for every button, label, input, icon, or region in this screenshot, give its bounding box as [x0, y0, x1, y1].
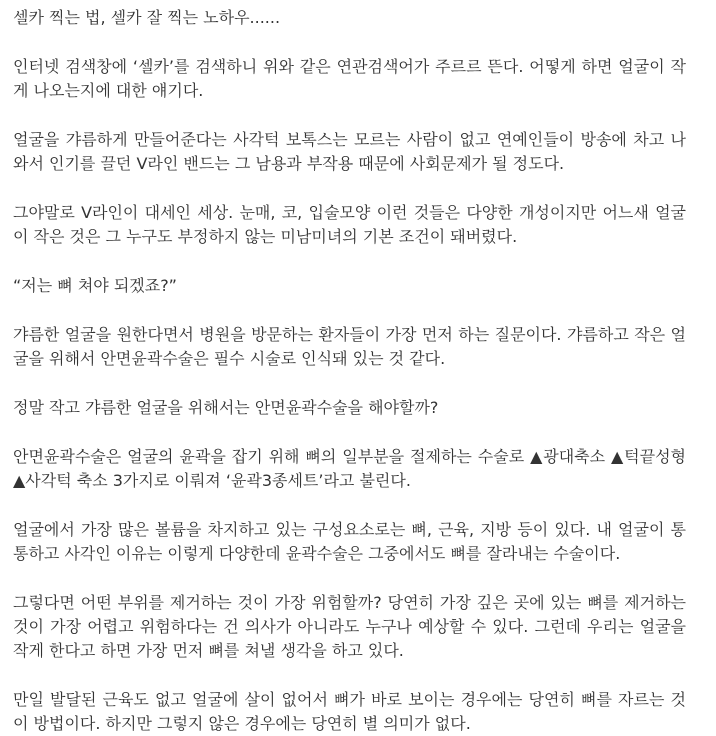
paragraph: 갸름한 얼굴을 원한다면서 병원을 방문하는 환자들이 가장 먼저 하는 질문이다. 갸름하고 작은 얼굴을 위해서 안면윤곽수술은 필수 시술로 인식돼 있는 것 같다. [13, 325, 686, 368]
paragraph: 얼굴에서 가장 많은 볼륨을 차지하고 있는 구성요소로는 뼈, 근육, 지방 등이 있다. 내 얼굴이 통통하고 사각인 이유는 이렇게 다양한데 윤곽수술은 그중에서도 뼈를 잘라내는 수술이다. [13, 520, 686, 563]
paragraph: 그야말로 V라인이 대세인 세상. 눈매, 코, 입술모양 이런 것들은 다양한 개성이지만 어느새 얼굴이 작은 것은 그 누구도 부정하지 않는 미남미녀의 기본 조건이 돼버렸다. [13, 203, 686, 246]
paragraph: 만일 발달된 근육도 없고 얼굴에 살이 없어서 뼈가 바로 보이는 경우에는 당연히 뼈를 자르는 것이 방법이다. 하지만 그렇지 않은 경우에는 당연히 별 의미가 없다. [13, 690, 686, 733]
paragraph: 얼굴을 갸름하게 만들어준다는 사각턱 보톡스는 모르는 사람이 없고 연예인들이 방송에 차고 나와서 인기를 끌던 V라인 밴드는 그 남용과 부작용 때문에 사회문제가 될 정도다. [13, 130, 686, 173]
paragraph: 인터넷 검색창에 ‘셀카’를 검색하니 위와 같은 연관검색어가 주르르 뜬다. 어떻게 하면 얼굴이 작게 나오는지에 대한 얘기다. [13, 57, 686, 100]
paragraph-quote: “저는 뼈 쳐야 되겠죠?” [13, 276, 177, 295]
paragraph: 안면윤곽수술은 얼굴의 윤곽을 잡기 위해 뼈의 일부분을 절제하는 수술로 ▲광대축소 ▲턱끝성형 ▲사각턱 축소 3가지로 이뤄져 ‘윤곽3종세트’라고 불린다. [13, 447, 686, 490]
paragraph: 그렇다면 어떤 부위를 제거하는 것이 가장 위험할까? 당연히 가장 깊은 곳에 있는 뼈를 제거하는 것이 가장 어렵고 위험하다는 건 의사가 아니라도 누구나 예상할 수 있다. 그런데 우리는 얼굴을 작게 한다고 하면 가장 먼저 뼈를 쳐낼 생각을 하고 있다. [13, 593, 686, 660]
paragraph-question: 정말 작고 갸름한 얼굴을 위해서는 안면윤곽수술을 해야할까? [13, 398, 439, 417]
paragraph-intro: 셀카 찍는 법, 셀카 잘 찍는 노하우...... [13, 8, 281, 27]
